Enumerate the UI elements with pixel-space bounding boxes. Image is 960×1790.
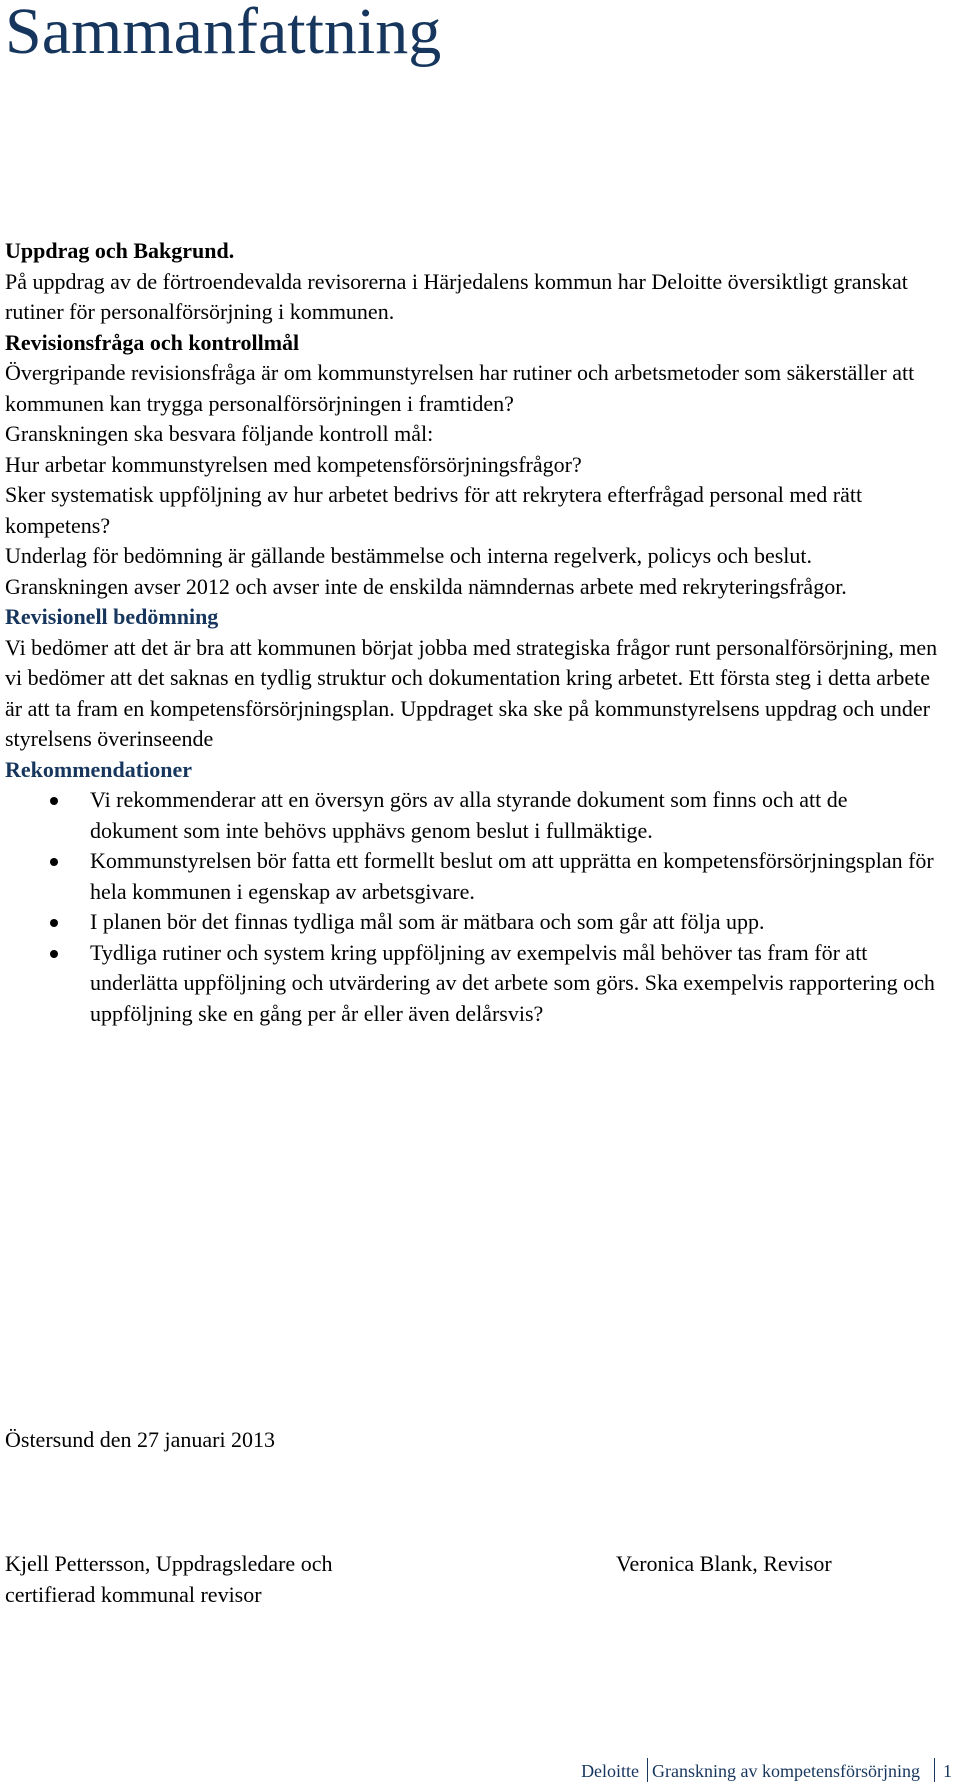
recommendation-text: Tydliga rutiner och system kring uppföljning av exempelvis mål behöver tas fram för att underlätta uppföljning och utvärdering av det arbete som görs. Ska exempelvis rapportering och uppföljning ske en gång per år eller även delårsvis? <box>90 939 935 1026</box>
recommendation-text: Kommunstyrelsen bör fatta ett formellt beslut om att upprätta en kompetensförsörjningsplan för hela kommunen i egenskap av arbetsgivare. <box>90 848 934 904</box>
recommendation-item <box>5 846 940 907</box>
section-heading-bedomning: Revisionell bedömning <box>5 604 219 629</box>
underlag-text: Underlag för bedömning är gällande bestämmelse och interna regelverk, policys och beslut. Granskningen avser 2012 och avser inte de enskilda nämndernas arbete med rekryteringsfrågor. <box>5 543 847 599</box>
recommendation-item <box>5 938 940 1030</box>
bedomning-text: Vi bedömer att det är bra att kommunen börjat jobba med strategiska frågor runt personalförsörjning, men vi bedömer att det saknas en tydlig struktur och dokumentation kring arbetet. Ett första steg i detta arbete är att ta fram en kompetensförsörjningsplan. Uppdraget ska ske på kommunstyrelsens uppdrag och under styrelsens överinseende <box>5 634 938 751</box>
bullet-icon <box>50 950 58 958</box>
uppdrag-text: På uppdrag av de förtroendevalda revisorerna i Härjedalens kommun har Deloitte översiktligt granskat rutiner för personalförsörjning i kommunen. <box>5 268 908 324</box>
recommendation-item <box>5 785 940 846</box>
section-heading-revisionsfraga: Revisionsfråga och kontrollmål <box>5 329 300 355</box>
place-and-date: Östersund den 27 januari 2013 <box>5 1427 276 1452</box>
footer-document-title: Granskning av kompetensförsörjning <box>652 1761 920 1781</box>
bullet-icon <box>50 919 58 927</box>
footer-page-number: 1 <box>943 1761 952 1781</box>
page-title: Sammanfattning <box>5 0 442 68</box>
kontrollmal-intro: Granskningen ska besvara följande kontroll mål: <box>5 421 434 446</box>
section-heading-rekommendationer: Rekommendationer <box>5 756 192 782</box>
signature-right: Veronica Blank, Revisor <box>616 1551 832 1576</box>
signature-left-title: certifierad kommunal revisor <box>5 1582 262 1607</box>
signature-left-name: Kjell Pettersson, Uppdragsledare och <box>5 1551 333 1576</box>
kontrollmal-question-2: Sker systematisk uppföljning av hur arbetet bedrivs för att rekrytera efterfrågad personal med rätt kompetens? <box>5 482 863 538</box>
signature-left <box>5 1548 332 1610</box>
document-body <box>5 236 940 1029</box>
page-footer <box>581 1758 952 1782</box>
kontrollmal-question-1: Hur arbetar kommunstyrelsen med kompetensförsörjningsfrågor? <box>5 451 582 477</box>
footer-company: Deloitte <box>581 1761 640 1781</box>
recommendation-item <box>5 907 940 938</box>
bullet-icon <box>50 858 58 866</box>
section-heading-uppdrag: Uppdrag och Bakgrund. <box>5 238 235 263</box>
revisionsfraga-text: Övergripande revisionsfråga är om kommunstyrelsen har rutiner och arbetsmetoder som säkerställer att kommunen kan trygga personalförsörjningen i framtiden? <box>5 360 915 416</box>
footer-divider <box>934 1758 935 1782</box>
recommendation-list <box>5 785 940 1029</box>
footer-divider <box>647 1758 648 1782</box>
recommendation-text: I planen bör det finnas tydliga mål som är mätbara och som går att följa upp. <box>90 909 765 934</box>
recommendation-text: Vi rekommenderar att en översyn görs av alla styrande dokument som finns och att de dokument som inte behövs upphävs genom beslut i fullmäktige. <box>90 787 848 843</box>
bullet-icon <box>50 797 58 805</box>
